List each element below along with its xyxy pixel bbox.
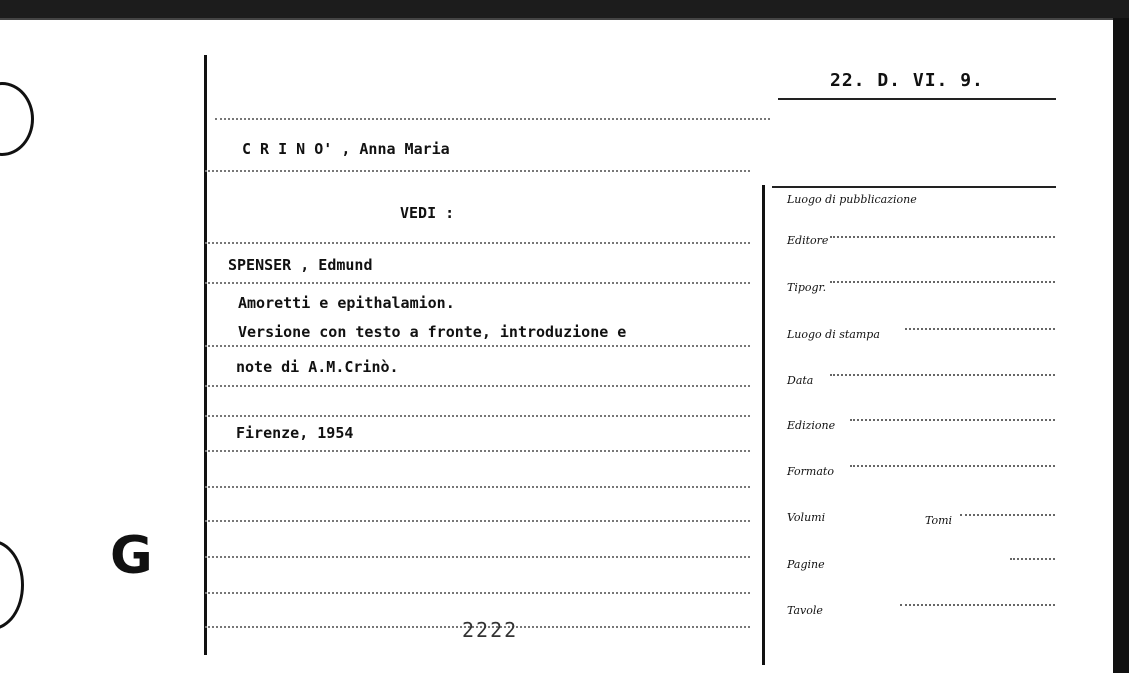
card-dotted-line (205, 592, 750, 594)
punch-hole-top (0, 82, 34, 156)
form-label-pagine: Pagine (787, 558, 825, 571)
punch-hole-bottom (0, 540, 24, 630)
form-label-formato: Formato (787, 465, 834, 478)
form-dotted-line (960, 514, 1055, 516)
shelf-mark: 22. D. VI. 9. (830, 70, 984, 91)
scan-top-edge (0, 0, 1129, 18)
card-dotted-line (205, 282, 750, 284)
card-dotted-line (205, 170, 750, 172)
form-dotted-line (850, 465, 1055, 467)
card-dotted-line (205, 415, 750, 417)
see-reference-label: VEDI : (400, 204, 455, 222)
form-label-tipogr: Tipogr. (787, 281, 827, 294)
form-label-tomi: Tomi (925, 514, 953, 527)
author-heading: C R I N O' , Anna Maria (242, 140, 450, 158)
card-dotted-line (215, 118, 770, 120)
title-line-2: Versione con testo a fronte, introduzione e (238, 323, 627, 341)
card-dotted-line (205, 345, 750, 347)
form-label-editore: Editore (787, 234, 829, 247)
card-left-rule (204, 55, 207, 655)
form-label-edizione: Edizione (787, 419, 836, 432)
form-dotted-line (830, 236, 1055, 238)
imprint-line: Firenze, 1954 (236, 424, 354, 442)
form-dotted-line (850, 419, 1055, 421)
scan-right-edge (1113, 18, 1129, 673)
form-dotted-line (905, 328, 1055, 330)
form-left-rule (762, 185, 765, 665)
form-dotted-line (830, 281, 1055, 283)
title-line-1: Amoretti e epithalamion. (238, 294, 455, 312)
shelf-rule (778, 98, 1056, 100)
card-dotted-line (205, 520, 750, 522)
card-dotted-line (205, 242, 750, 244)
form-dotted-line (830, 374, 1055, 376)
margin-letter: G (110, 526, 153, 586)
form-label-tavole: Tavole (787, 604, 823, 617)
card-dotted-line (205, 486, 750, 488)
form-label-volumi: Volumi (787, 511, 826, 524)
scan-top-lines (0, 18, 1129, 50)
card-dotted-line (205, 556, 750, 558)
referenced-author: SPENSER , Edmund (228, 256, 373, 274)
card-dotted-line (205, 450, 750, 452)
card-dotted-line (205, 385, 750, 387)
form-label-data: Data (787, 374, 814, 387)
inventory-number: 2222 (462, 618, 519, 642)
form-label-luogo-stampa: Luogo di stampa (787, 328, 880, 341)
form-top-rule (772, 186, 1056, 188)
title-line-3: note di A.M.Crinò. (236, 358, 399, 376)
form-dotted-line (900, 604, 1055, 606)
form-label-luogo-pubblicazione: Luogo di pubblicazione (787, 193, 917, 206)
form-dotted-line (1010, 558, 1055, 560)
